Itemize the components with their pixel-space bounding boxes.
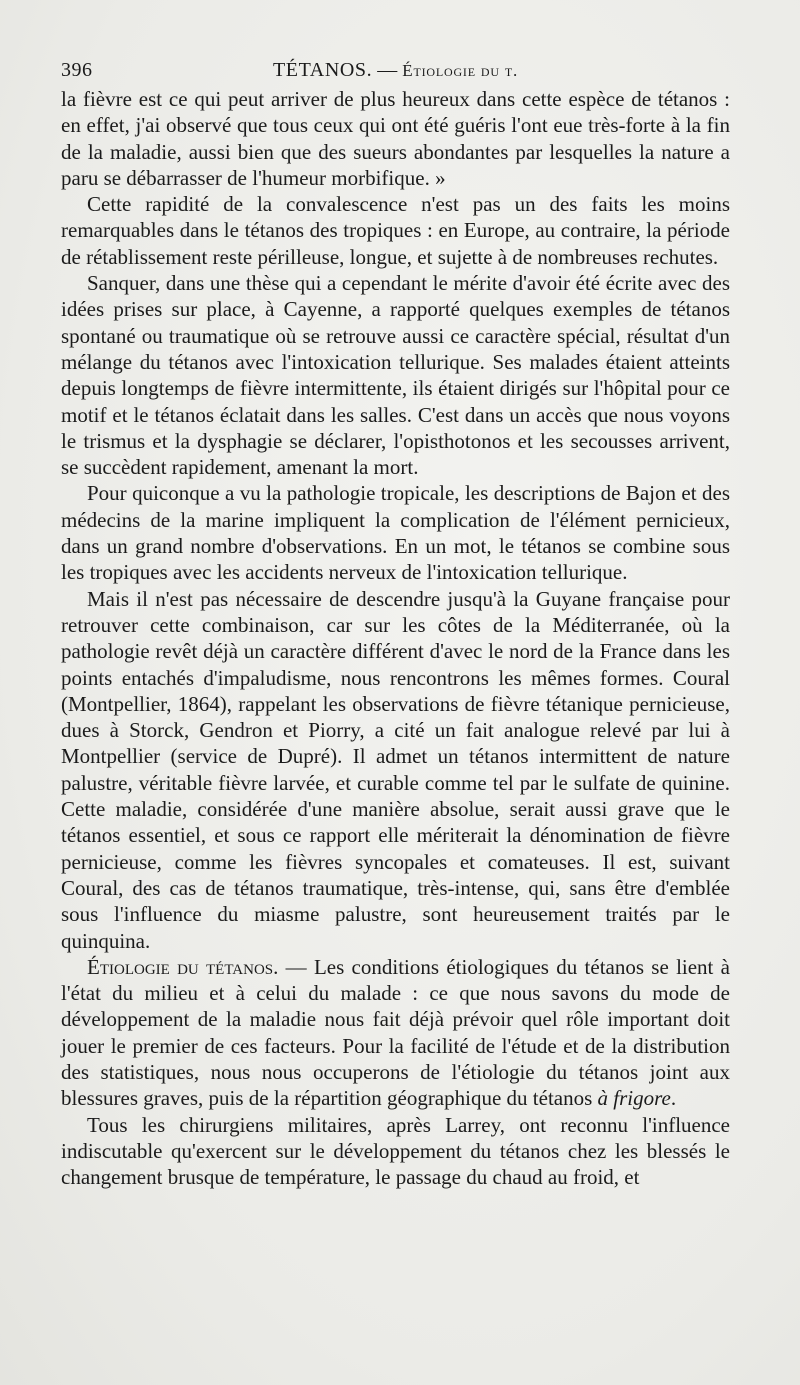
running-title-separator: — xyxy=(377,59,398,81)
paragraph: Tous les chirurgiens militaires, après Larrey, ont reconnu l'influence indiscutable qu'exercent sur le développement du tétanos chez les blessés le changement brusque de température, le passage du chaud au froid, et xyxy=(61,1112,730,1190)
section-paragraph-text: — Les conditions étiologiques du tétanos se lient à l'état du milieu et à celui du malade : ce que nous savons du mode de développement de la maladie nous fait déjà prévoir quel rôle important doit jouer le premier de ces facteurs. Pour la facilité de l'étude et de la distribution des statistiques, nous nous occuperons de l'étiologie du tétanos joint aux blessures graves, puis de la répartition géographique du tétanos xyxy=(61,954,730,1111)
section-heading: Étiologie du tétanos. xyxy=(87,954,279,979)
paragraph: Cette rapidité de la convalescence n'est pas un des faits les moins remarquables dans le tétanos des tropiques : en Europe, au contraire, la période de rétablissement reste périlleuse, longue, et sujette à de nombreuses rechutes. xyxy=(61,192,730,269)
running-title-main: TÉTANOS. xyxy=(272,59,373,81)
body-text xyxy=(61,86,730,1190)
section-paragraph xyxy=(61,954,730,1112)
running-head xyxy=(61,54,730,86)
running-title xyxy=(61,54,730,87)
paragraph: Pour quiconque a vu la pathologie tropicale, les descriptions de Bajon et des médecins de la marine impliquent la complication de l'élément pernicieux, dans un grand nombre d'observations. En un mot, le tétanos se combine sous les tropiques avec les accidents nerveux de l'intoxication tellurique. xyxy=(61,481,730,585)
running-title-subtitle: Étiologie du t. xyxy=(402,61,519,80)
italic-term: à frigore xyxy=(597,1086,671,1111)
page-number: 396 xyxy=(61,59,93,81)
paragraph: Sanquer, dans une thèse qui a cependant le mérite d'avoir été écrite avec des idées prises sur place, à Cayenne, a rapporté quelques exemples de tétanos spontané ou traumatique où se retrouve aussi ce caractère spécial, résultat d'un mélange du tétanos avec l'intoxication tellurique. Ses malades étaient atteints depuis longtemps de fièvre intermittente, ils étaient dirigés sur l'hôpital pour ce motif et le tétanos éclatait dans les salles. C'est dans un accès que nous voyons le trismus et la dysphagie se déclarer, l'opisthotonos et les secousses arrivent, se succèdent rapidement, amenant la mort. xyxy=(61,271,730,480)
paragraph-continuation: la fièvre est ce qui peut arriver de plus heureux dans cette espèce de tétanos : en effet, j'ai observé que tous ceux qui ont été guéris l'ont eue très-forte à la fin de la maladie, aussi bien que des sueurs abondantes par lesquelles la nature a paru se débarrasser de l'humeur morbifique. » xyxy=(61,87,730,190)
section-paragraph-end: . xyxy=(670,1086,677,1111)
paragraph: Mais il n'est pas nécessaire de descendre jusqu'à la Guyane française pour retrouver cette combinaison, car sur les côtes de la Méditerranée, où la pathologie revêt déjà un caractère différent d'avec le nord de la France dans les points entachés d'impaludisme, nous rencontrons les mêmes formes. Coural (Montpellier, 1864), rappelant les observations de fièvre tétanique pernicieuse, dues à Storck, Gendron et Piorry, a cité un fait analogue relevé par lui à Montpellier (service de Dupré). Il admet un tétanos intermittent de nature palustre, véritable fièvre larvée, et curable comme tel par le sulfate de quinine. Cette maladie, considérée d'une manière absolue, serait aussi grave que le tétanos essentiel, et sous ce rapport elle mériterait la dénomination de fièvre pernicieuse, comme les fièvres syncopales et comateuses. Il est, suivant Coural, des cas de tétanos traumatique, très-intense, qui, sans être d'emblée sous l'influence du miasme palustre, sont heureusement traités par le quinquina. xyxy=(61,586,730,953)
